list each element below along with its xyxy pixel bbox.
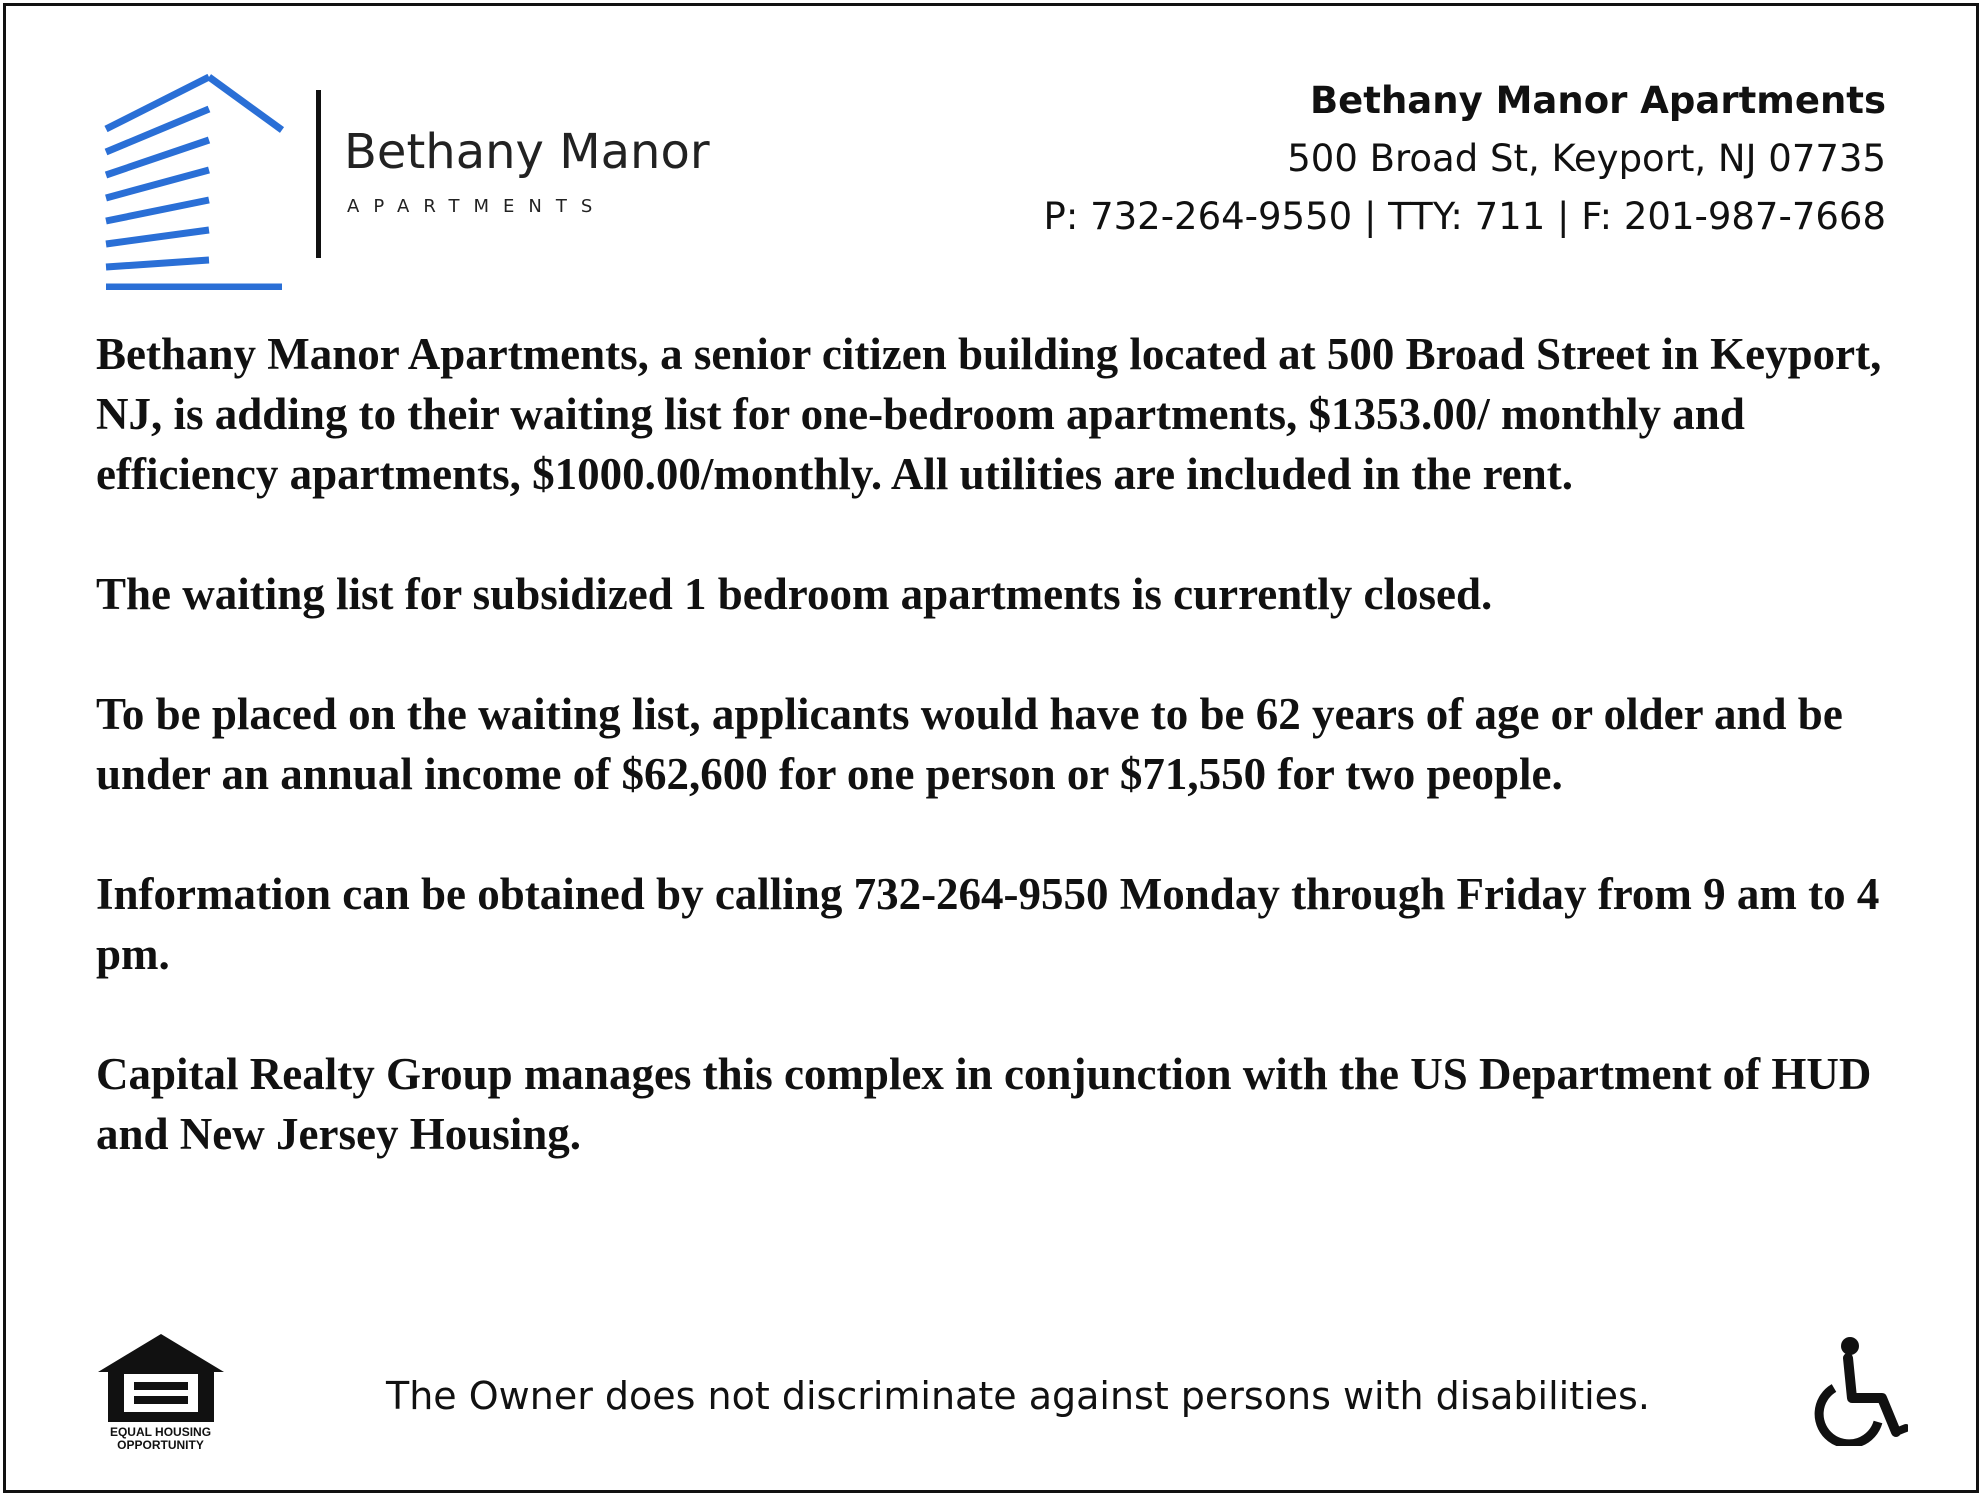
contact-name: Bethany Manor Apartments xyxy=(1309,79,1886,122)
paragraph-subsidized-closed: The waiting list for subsidized 1 bedroom apartments is currently closed. xyxy=(96,569,1493,619)
paragraph-waiting-list: Bethany Manor Apartments, a senior citizen building located at 500 Broad Street in Keyport, NJ, is adding to their waiting list for one-bedroom apartments, $1353.00/ monthly and efficiency apartments, $1000.00/monthly. All utilities are included in the rent. xyxy=(96,329,1882,499)
wheelchair-accessibility-icon xyxy=(1812,1336,1908,1446)
logo-name: Bethany Manor xyxy=(344,124,710,180)
paragraph-eligibility: To be placed on the waiting list, applicants would have to be 62 years of age or older and be under an annual income of $62,600 for one person or $71,550 for two people. xyxy=(96,689,1843,799)
contact-address: 500 Broad St, Keyport, NJ 07735 xyxy=(1287,137,1886,180)
notice-frame xyxy=(3,3,1979,1493)
paragraph-information: Information can be obtained by calling 732-264-9550 Monday through Friday from 9 am to 4 pm. xyxy=(96,869,1880,979)
eho-caption: EQUAL HOUSING OPPORTUNITY xyxy=(109,1425,212,1452)
notice-body xyxy=(96,324,1926,1224)
paragraph-management: Capital Realty Group manages this complex in conjunction with the US Department of HUD and New Jersey Housing. xyxy=(96,1049,1872,1159)
non-discrimination-note: The Owner does not discriminate against persons with disabilities. xyxy=(386,1374,1650,1418)
building-logo-icon xyxy=(104,64,294,290)
logo-subtitle: APARTMENTS xyxy=(347,196,607,217)
logo-divider xyxy=(316,90,321,258)
contact-block xyxy=(1044,72,1886,246)
contact-phones: P: 732-264-9550 | TTY: 711 | F: 201-987-7668 xyxy=(1043,195,1886,238)
